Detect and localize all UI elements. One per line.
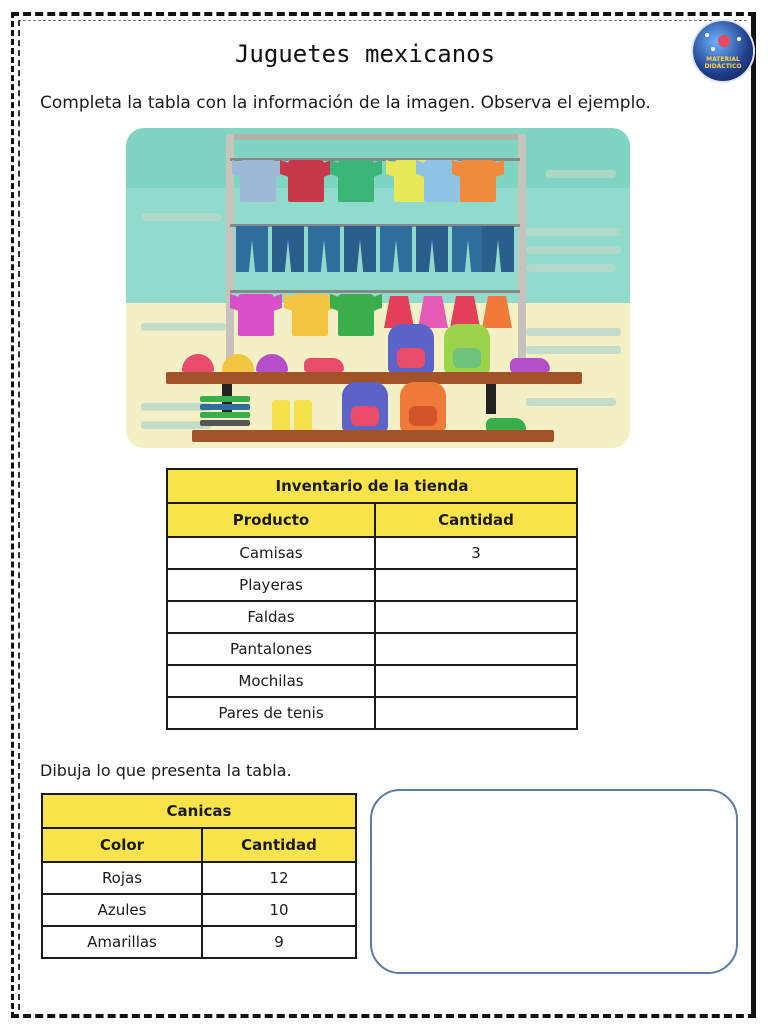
backpack-item — [388, 324, 434, 374]
tshirt-item — [338, 294, 374, 336]
backpack-item — [342, 382, 388, 432]
quantity-answer-cell[interactable] — [375, 665, 577, 697]
table-row — [167, 697, 577, 729]
product-cell: Playeras — [167, 569, 375, 601]
table-row — [42, 862, 356, 894]
boot-item — [272, 400, 290, 432]
product-cell: Camisas — [167, 537, 375, 569]
inventory-table — [166, 468, 578, 730]
tshirt-item — [292, 294, 328, 336]
store-illustration — [126, 128, 630, 448]
product-cell: Pares de tenis — [167, 697, 375, 729]
color-cell: Rojas — [42, 862, 202, 894]
product-cell: Mochilas — [167, 665, 375, 697]
quantity-answer-cell[interactable] — [375, 601, 577, 633]
astronaut-icon — [718, 35, 730, 47]
marbles-table-title: Canicas — [42, 794, 356, 828]
marbles-table — [41, 793, 357, 959]
color-cell: Azules — [42, 894, 202, 926]
color-cell: Amarillas — [42, 926, 202, 958]
table-row — [167, 665, 577, 697]
table-row — [42, 926, 356, 958]
quantity-cell: 9 — [202, 926, 356, 958]
logo — [693, 21, 753, 81]
shirt-item — [460, 160, 496, 202]
sneaker-item — [304, 358, 344, 372]
column-header-product: Producto — [167, 503, 375, 537]
shirt-item — [240, 160, 276, 202]
logo-text: MATERIAL DIDÁCTICO — [704, 56, 742, 70]
tshirt-item — [238, 294, 274, 336]
table-row — [167, 569, 577, 601]
shirt-item — [338, 160, 374, 202]
page-title: Juguetes mexicanos — [234, 40, 496, 68]
table-row — [167, 537, 577, 569]
backpack-item — [400, 382, 446, 432]
product-cell: Pantalones — [167, 633, 375, 665]
instruction-draw: Dibuja lo que presenta la tabla. — [40, 761, 292, 780]
quantity-answer-cell[interactable] — [375, 633, 577, 665]
quantity-cell: 10 — [202, 894, 356, 926]
instruction-complete: Completa la tabla con la información de la imagen. Observa el ejemplo. — [40, 93, 651, 113]
column-header-quantity: Cantidad — [202, 828, 356, 862]
product-cell: Faldas — [167, 601, 375, 633]
column-header-color: Color — [42, 828, 202, 862]
shirt-item — [288, 160, 324, 202]
sneaker-item — [510, 358, 550, 372]
backpack-item — [444, 324, 490, 374]
quantity-cell: 3 — [375, 537, 577, 569]
shelf — [192, 430, 554, 442]
quantity-cell: 12 — [202, 862, 356, 894]
column-header-quantity: Cantidad — [375, 503, 577, 537]
table-row — [42, 894, 356, 926]
table-row — [167, 601, 577, 633]
inventory-table-title: Inventario de la tienda — [167, 469, 577, 503]
boot-item — [294, 400, 312, 432]
quantity-answer-cell[interactable] — [375, 569, 577, 601]
table-row — [167, 633, 577, 665]
drawing-area[interactable] — [370, 789, 738, 974]
quantity-answer-cell[interactable] — [375, 697, 577, 729]
